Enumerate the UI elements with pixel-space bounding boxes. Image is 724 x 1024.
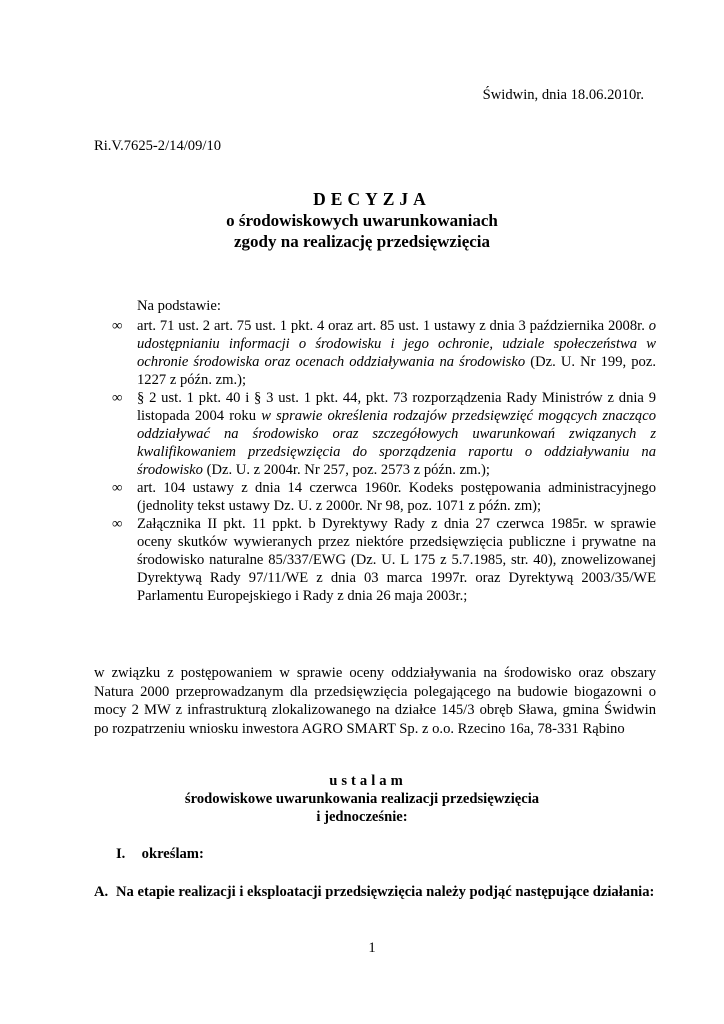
item-text: art. 104 ustawy z dnia 14 czerwca 1960r. Kodeks postępowania administracyjnego (jednolity tekst ustawy Dz. U. z 2000r. Nr 98, poz. 1071 z późn. zm); <box>137 480 656 514</box>
list-item <box>112 479 656 515</box>
section-A-text: Na etapie realizacji i eksploatacji przedsięwzięcia należy podjąć następujące działania: <box>116 884 655 900</box>
section-A-heading <box>94 883 656 901</box>
list-item <box>112 515 656 605</box>
place-and-date: Świdwin, dnia 18.06.2010r. <box>482 87 644 103</box>
list-item <box>112 389 656 479</box>
title-block <box>0 188 724 252</box>
legal-basis-list <box>112 317 656 605</box>
item-italic-text: o udostępnianiu informacji o środowisku i jego ochronie, udziale społeczeństwa w ochronie środowiska oraz ocenach oddziaływania na środowisko <box>137 318 656 370</box>
proceeding-paragraph: w związku z postępowaniem w sprawie oceny oddziaływania na środowisko oraz obszary Natura 2000 przeprowadzanym dla przedsięwzięcia polegającego na budowie biogazowni o mocy 2 MW z infrastrukturą zlokalizowanego na działce 145/3 obręb Sława, gmina Świdwin po rozpatrzeniu wniosku inwestora AGRO SMART Sp. z o.o. Rzecino 16a, 78-331 Rąbino <box>94 665 656 737</box>
item-italic-text: w sprawie określenia rodzajów przedsięwzięć mogących znacząco oddziaływać na środowisko oraz szczegółowych uwarunkowań związanych z kwalifikowaniem przedsięwzięcia do sporządzenia raportu o oddziaływaniu na środowisko <box>137 408 657 478</box>
title-line-2: o środowiskowych uwarunkowaniach <box>226 211 498 230</box>
item-citation: (Dz. U. z 2004r. Nr 257, poz. 2573 z późn. zm.); <box>202 462 490 478</box>
section-label: określam: <box>141 846 204 862</box>
infinity-bullet-icon: ∞ <box>112 516 123 532</box>
reference-number: Ri.V.7625-2/14/09/10 <box>94 138 222 154</box>
infinity-bullet-icon: ∞ <box>112 480 123 496</box>
document-title: DECYZJA <box>313 189 431 209</box>
list-item <box>112 317 656 389</box>
item-text: art. 71 ust. 2 art. 75 ust. 1 pkt. 4 oraz art. 85 ust. 1 ustawy z dnia 3 października 2008r. <box>137 318 649 334</box>
title-line-3: zgody na realizację przedsięwzięcia <box>233 232 491 251</box>
item-citation: (Dz. U. Nr 199, poz. 1227 z późn. zm.); <box>137 354 656 388</box>
legal-basis-intro: Na podstawie: <box>137 298 221 314</box>
section-I-heading <box>116 845 204 863</box>
infinity-bullet-icon: ∞ <box>112 318 123 334</box>
decision-heading <box>0 772 724 826</box>
section-number: I. <box>116 846 126 862</box>
infinity-bullet-icon: ∞ <box>112 390 123 406</box>
decision-word: ustalam <box>329 773 407 789</box>
item-text: Załącznika II pkt. 11 ppkt. b Dyrektywy Rady z dnia 27 czerwca 1985r. w sprawie oceny skutków wywieranych przez niektóre przedsięwzięcia publiczne i prywatne na środowisko naturalne 85/337/EWG (Dz. U. L 175 z 5.7.1985, str. 40), znowelizowanej Dyrektywą Rady 97/11/WE z dnia 03 marca 1997r. oraz Dyrektywą 2003/35/WE Parlamentu Europejskiego i Rady z dnia 26 maja 2003r.; <box>137 516 656 604</box>
item-text: § 2 ust. 1 pkt. 40 i § 3 ust. 1 pkt. 44, pkt. 73 rozporządzenia Rady Ministrów z dnia 9 listopada 2004 roku <box>137 390 656 424</box>
decision-line-2: środowiskowe uwarunkowania realizacji przedsięwzięcia <box>184 791 540 807</box>
decision-line-3: i jednocześnie: <box>316 809 408 825</box>
page-number: 1 <box>368 940 376 956</box>
section-letter: A. <box>94 884 109 900</box>
